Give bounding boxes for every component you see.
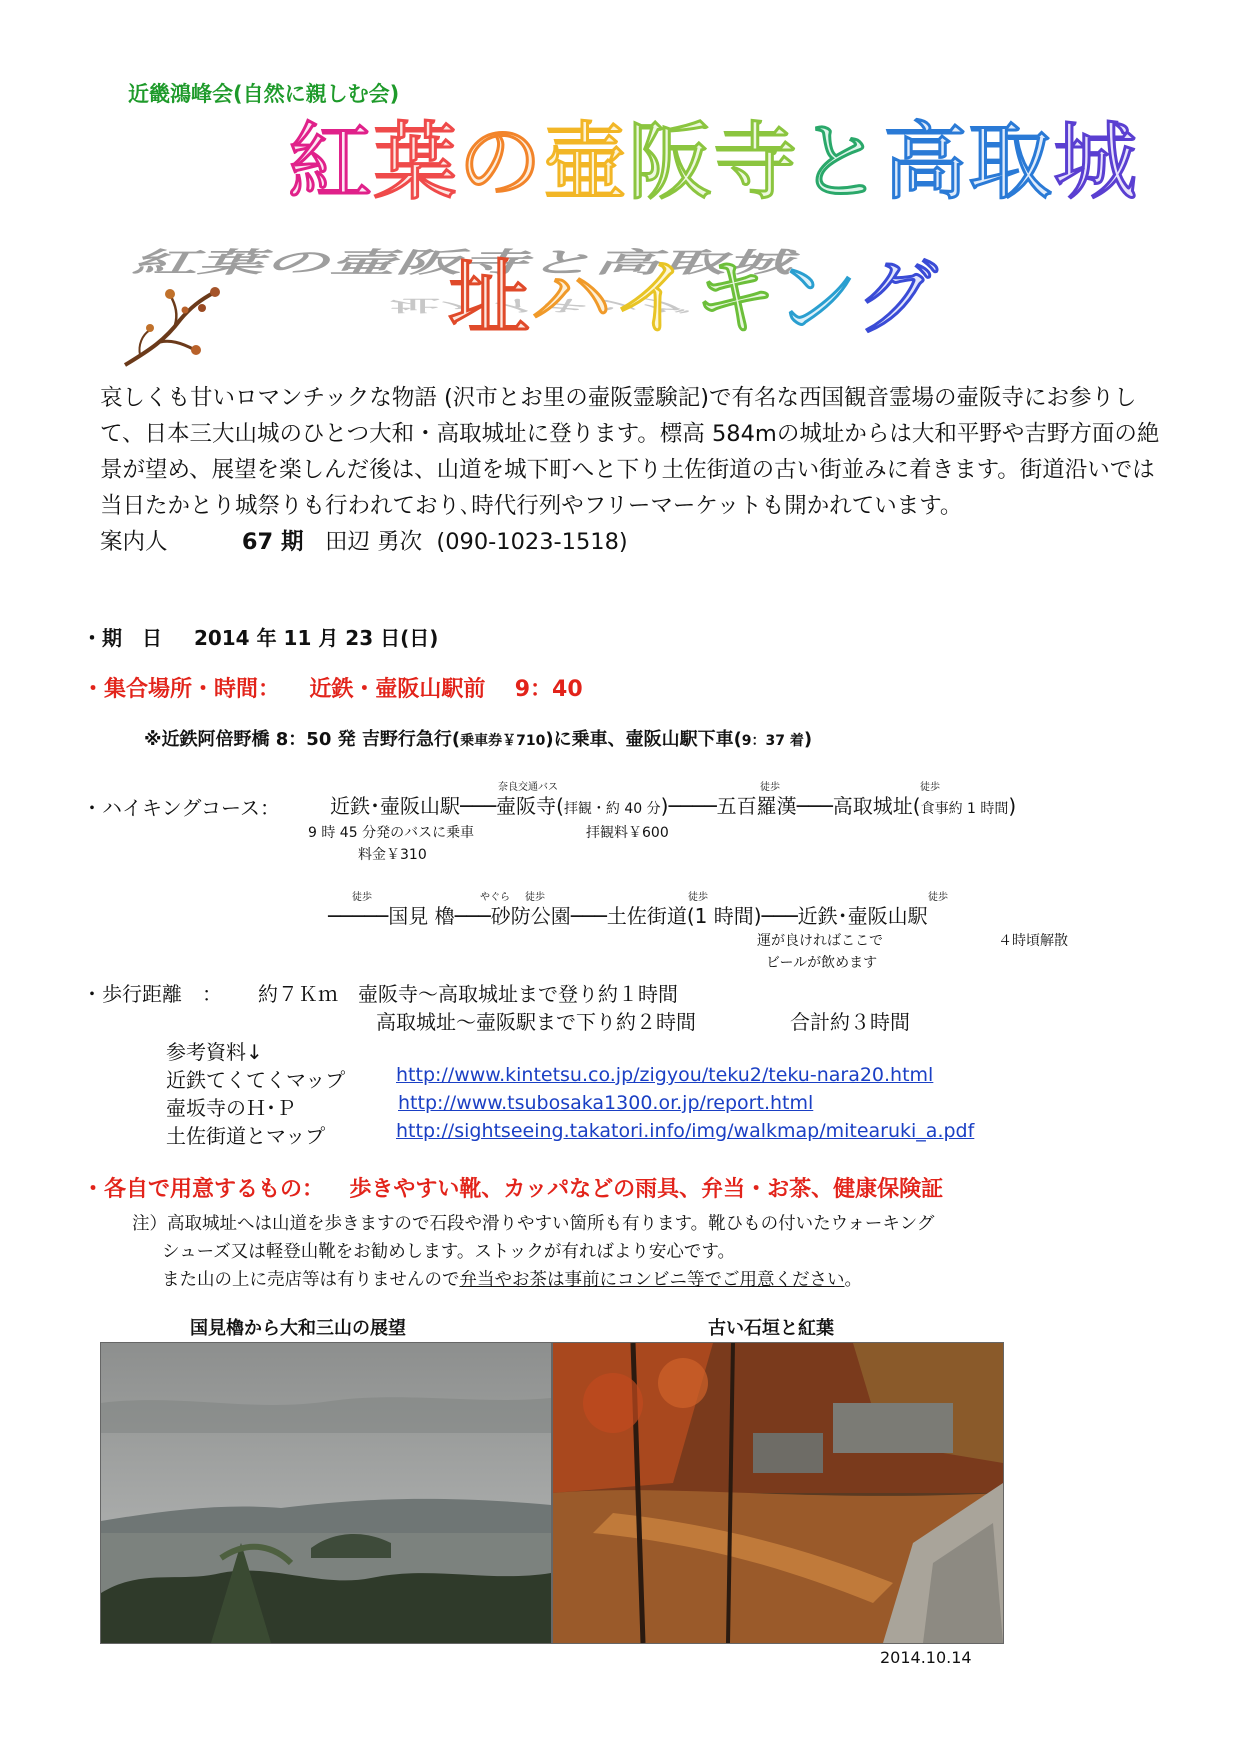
stop-kunimi-yagura: 国見 櫓	[388, 904, 455, 928]
guide-label: 案内人	[100, 529, 168, 555]
stop-note: )	[660, 794, 669, 818]
course-row-1: 近鉄･壷阪山駅───壷阪寺(拝観・約 40 分)────五百羅漢───高取城址(食事約 1 時間)	[330, 794, 1017, 818]
ref-name: 土佐街道とマップ	[166, 1124, 326, 1148]
photo-caption-1: 国見櫓から大和三山の展望	[190, 1318, 406, 1339]
train-note-text: ※近鉄阿倍野橋 8：50 発 吉野行急行(	[144, 729, 461, 750]
title-char: の	[458, 113, 544, 211]
meeting-label: ・集合場所・時間：	[82, 677, 281, 702]
stop-tsubosakayama-station-end: 近鉄･壷阪山駅	[797, 904, 928, 928]
train-note-text: )	[803, 729, 813, 750]
ref-link-tsubosaka[interactable]: http://www.tsubosaka1300.or.jp/report.html	[398, 1092, 814, 1114]
beer-note-2: ビールが飲めます	[766, 955, 878, 971]
meeting-row	[82, 672, 583, 703]
stop-sabo-park: 砂防公園	[490, 904, 571, 928]
dismissal-note: ４時頃解散	[998, 933, 1068, 949]
title-char: 城	[1053, 113, 1139, 211]
caution-line-3	[162, 1266, 862, 1291]
temple-fee: 拝観料￥600	[586, 825, 669, 841]
bus-note: 9 時 45 分発のバスに乗車	[308, 825, 475, 841]
caution-line-2: シューズ又は軽登山靴をお勧めします。ストックが有ればより安心です。	[162, 1242, 735, 1262]
title-char: 紅	[288, 113, 374, 211]
distance-label: ・歩行距離 ：	[82, 982, 222, 1006]
walk-label: 徒歩	[760, 782, 780, 793]
distance-line-2: 高取城址～壷阪駅まで下り約２時間	[376, 1010, 696, 1034]
bus-fare: 料金￥310	[358, 847, 427, 863]
title-char: 寺	[713, 113, 799, 211]
title-char: 阪	[628, 113, 714, 211]
title-reflection: 址ハイキング	[390, 295, 689, 315]
title-line-1	[288, 113, 1139, 211]
train-note-text: )に乗車、壷阪山駅下車(	[545, 729, 742, 750]
train-fare: 乗車券￥710	[460, 733, 546, 749]
stop-tosa-kaido: 土佐街道(1 時間)	[606, 904, 762, 928]
walk-label: 徒歩	[920, 782, 940, 793]
date-label: ・期 日	[82, 626, 162, 650]
train-note	[144, 725, 812, 751]
title-char: ハ	[530, 251, 613, 346]
title-char: グ	[855, 251, 938, 346]
ref-link-kintetsu[interactable]: http://www.kintetsu.co.jp/zigyou/teku2/teku-nara20.html	[396, 1064, 934, 1086]
ref-name: 近鉄てくてくマップ	[166, 1068, 346, 1092]
photo-stone-wall-autumn	[552, 1342, 1004, 1644]
walk-label: 徒歩	[928, 892, 948, 903]
photo-mountain-view	[100, 1342, 552, 1644]
ref-link-takatori[interactable]: http://sightseeing.takatori.info/img/walkmap/mitearuki_a.pdf	[396, 1120, 975, 1142]
title-shadow: 紅葉の壷阪寺と高取城	[127, 246, 807, 279]
caution-underlined: 弁当やお茶は事前にコンビニ等でご用意ください	[459, 1270, 845, 1290]
train-arrive: 9：37 着	[741, 733, 804, 749]
meeting-place: 近鉄・壷阪山駅前	[309, 677, 486, 702]
title-char: 高	[883, 113, 969, 211]
guide-name: 田辺 勇次	[324, 529, 423, 555]
bring-label: ・各自で用意するもの：	[82, 1177, 325, 1202]
distance-line-1: 約７Ｋｍ 壷阪寺～高取城址まで登り約１時間	[258, 982, 678, 1006]
maple-branch-illustration	[120, 280, 230, 370]
course-row-2: ─────国見 櫓───砂防公園───土佐街道(1 時間)───近鉄･壷阪山駅	[328, 904, 928, 928]
stop-gohyaku-rakan: 五百羅漢	[716, 794, 797, 818]
distance-total: 合計約３時間	[790, 1010, 910, 1034]
course-label: ・ハイキングコース：	[82, 796, 280, 820]
photo-caption-2: 古い石垣と紅葉	[708, 1318, 834, 1339]
intro-text: 哀しくも甘いロマンチックな物語 (沢市とお里の壷阪霊験記)で有名な西国観音霊場の壷阪寺にお参りして、日本三大山城のひとつ大和・高取城址に登ります。標高 584mの城址からは大和平野や吉野方面の絶景が望め、展望を楽しんだ後は、山道を城下町へと下り土佐街道の古い街並みに着きます。街道沿いでは当日たかとり城祭りも行われており､時代行列やフリーマーケットも開かれています。	[100, 385, 1160, 519]
bus-label: 奈良交通バス	[498, 782, 558, 793]
stop-takatori-castle: 高取城址(	[832, 794, 921, 818]
caution-text: また山の上に売店等は有りませんので	[162, 1270, 460, 1290]
caution-text: 。	[844, 1270, 862, 1290]
title-char: と	[798, 113, 884, 211]
meeting-time: 9：40	[514, 677, 583, 702]
title-char: イ	[612, 251, 695, 346]
bring-row	[82, 1172, 943, 1203]
title-char: 址	[448, 251, 531, 346]
stop-tsubosaka-temple: 壷阪寺(	[496, 794, 564, 818]
date-value: 2014 年 11 月 23 日(日)	[193, 626, 439, 650]
stop-note: )	[1008, 794, 1017, 818]
title-char: ン	[775, 251, 856, 346]
document-date: 2014.10.14	[880, 1648, 972, 1667]
title-char: 葉	[373, 113, 459, 211]
intro-paragraph	[100, 380, 1160, 560]
date-row	[82, 622, 438, 651]
caution-line-1: 注）高取城址へは山道を歩きますので石段や滑りやすい箇所も有ります。靴ひもの付いたウォーキング	[132, 1214, 935, 1234]
title-char: 壷	[543, 113, 629, 211]
walk-label: 徒歩	[352, 892, 372, 903]
references-heading: 参考資料↓	[166, 1040, 263, 1064]
ref-name: 壷坂寺のＨ･Ｐ	[166, 1096, 296, 1120]
yagura-ruby: やぐら	[480, 892, 510, 903]
title-char: キ	[694, 251, 776, 346]
bring-items: 歩きやすい靴、カッパなどの雨具、弁当・お茶、健康保険証	[349, 1177, 944, 1202]
guide-phone: (090-1023-1518)	[436, 529, 628, 555]
title-line-2	[448, 251, 938, 346]
beer-note: 運が良ければここで	[757, 933, 883, 949]
organizer-name: 近畿鴻峰会(自然に親しむ会)	[128, 82, 400, 106]
walk-label: 徒歩	[688, 892, 708, 903]
title-char: 取	[968, 113, 1054, 211]
walk-label: 徒歩	[525, 892, 545, 903]
guide-term: 67 期	[241, 529, 304, 555]
stop-tsubosakayama-station: 近鉄･壷阪山駅	[330, 794, 460, 818]
stop-note: 食事約 1 時間	[920, 801, 1009, 817]
stop-note: 拝観・約 40 分	[563, 801, 661, 817]
